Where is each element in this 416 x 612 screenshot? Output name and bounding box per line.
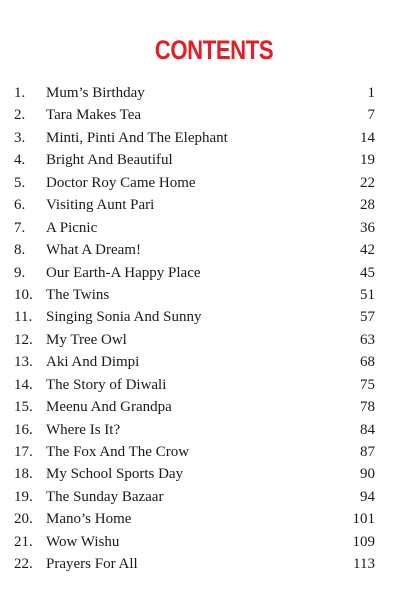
chapter-number: 17. xyxy=(14,444,33,460)
page-number: 36 xyxy=(360,219,375,236)
chapter-title: Meenu And Grandpa xyxy=(46,399,172,416)
toc-entry xyxy=(0,217,416,239)
toc-entry xyxy=(0,329,416,351)
chapter-number: 3. xyxy=(14,129,26,146)
chapter-title: A Picnic xyxy=(46,219,98,236)
page-number: 51 xyxy=(360,286,375,303)
page-number: 28 xyxy=(360,197,375,214)
chapter-number: 22. xyxy=(14,556,33,573)
page-number: 7 xyxy=(367,107,375,124)
chapter-number: 20. xyxy=(14,511,33,528)
chapter-title: Mum’s Birthday xyxy=(46,85,145,101)
chapter-title: Our Earth-A Happy Place xyxy=(46,264,201,281)
chapter-number: 5. xyxy=(14,174,26,191)
chapter-title: Doctor Roy Came Home xyxy=(46,174,196,191)
page-number: 19 xyxy=(360,152,375,169)
chapter-number: 19. xyxy=(14,488,33,505)
chapter-number: 16. xyxy=(14,421,33,438)
toc-entry xyxy=(0,396,416,418)
page-number: 94 xyxy=(360,488,375,505)
chapter-number: 7. xyxy=(14,219,26,236)
toc-entry xyxy=(0,508,416,530)
toc-entry xyxy=(0,284,416,306)
chapter-title: Singing Sonia And Sunny xyxy=(46,309,202,326)
chapter-number: 9. xyxy=(14,264,26,281)
toc-entry xyxy=(0,262,416,284)
chapter-number: 2. xyxy=(14,107,26,124)
toc-entry xyxy=(0,104,416,126)
toc-entry xyxy=(0,486,416,508)
toc-entry xyxy=(0,441,416,463)
toc-entry xyxy=(0,172,416,194)
chapter-number: 10. xyxy=(14,286,33,303)
page-number: 1 xyxy=(367,85,375,101)
chapter-title: The Sunday Bazaar xyxy=(46,488,164,505)
page-number: 75 xyxy=(360,376,375,393)
toc-entry xyxy=(0,463,416,485)
chapter-title: Tara Makes Tea xyxy=(46,107,142,124)
chapter-title: Wow Wishu xyxy=(46,533,120,550)
chapter-number: 1. xyxy=(14,85,26,101)
toc-entry xyxy=(0,239,416,261)
chapter-title: Bright And Beautiful xyxy=(46,152,173,169)
chapter-number: 8. xyxy=(14,242,26,259)
page-number: 113 xyxy=(353,556,375,573)
page-number: 42 xyxy=(360,242,375,259)
toc-entry xyxy=(0,531,416,553)
page-number: 87 xyxy=(360,444,375,460)
page-number: 101 xyxy=(352,511,375,528)
chapter-title: The Twins xyxy=(46,286,110,303)
contents-heading: CONTENTS xyxy=(154,35,274,65)
toc-entry xyxy=(0,374,416,396)
page-number: 84 xyxy=(360,421,375,438)
page-number: 14 xyxy=(360,129,375,146)
chapter-title: Where Is It? xyxy=(46,421,121,438)
chapter-number: 14. xyxy=(14,376,33,393)
chapter-title: The Fox And The Crow xyxy=(46,444,190,460)
toc-entry xyxy=(0,149,416,171)
toc-entry xyxy=(0,194,416,216)
chapter-title: Minti, Pinti And The Elephant xyxy=(46,129,228,146)
toc-entry xyxy=(0,127,416,149)
chapter-title: My School Sports Day xyxy=(46,466,184,483)
chapter-number: 21. xyxy=(14,533,33,550)
toc-entry xyxy=(0,553,416,575)
toc-entry xyxy=(0,306,416,328)
chapter-title: Prayers For All xyxy=(46,556,138,573)
chapter-number: 6. xyxy=(14,197,26,214)
toc-entry xyxy=(0,82,416,104)
toc-entry xyxy=(0,351,416,373)
page-number: 57 xyxy=(360,309,375,326)
chapter-title: What A Dream! xyxy=(46,242,141,259)
chapter-title: My Tree Owl xyxy=(46,331,127,348)
page-number: 63 xyxy=(360,331,375,348)
chapter-number: 12. xyxy=(14,331,33,348)
toc-entry xyxy=(0,419,416,441)
page-number: 90 xyxy=(360,466,375,483)
chapter-title: Aki And Dimpi xyxy=(46,354,140,371)
chapter-number: 15. xyxy=(14,399,33,416)
page-number: 78 xyxy=(360,399,375,416)
page-number: 45 xyxy=(360,264,375,281)
page-number: 68 xyxy=(360,354,375,371)
chapter-title: The Story of Diwali xyxy=(46,376,167,393)
chapter-number: 4. xyxy=(14,152,26,169)
chapter-number: 13. xyxy=(14,354,33,371)
table-of-contents xyxy=(0,82,416,576)
page-number: 22 xyxy=(360,174,375,191)
chapter-number: 11. xyxy=(14,309,33,326)
chapter-number: 18. xyxy=(14,466,33,483)
chapter-title: Visiting Aunt Pari xyxy=(46,197,155,214)
chapter-title: Mano’s Home xyxy=(46,511,132,528)
page-number: 109 xyxy=(352,533,375,550)
